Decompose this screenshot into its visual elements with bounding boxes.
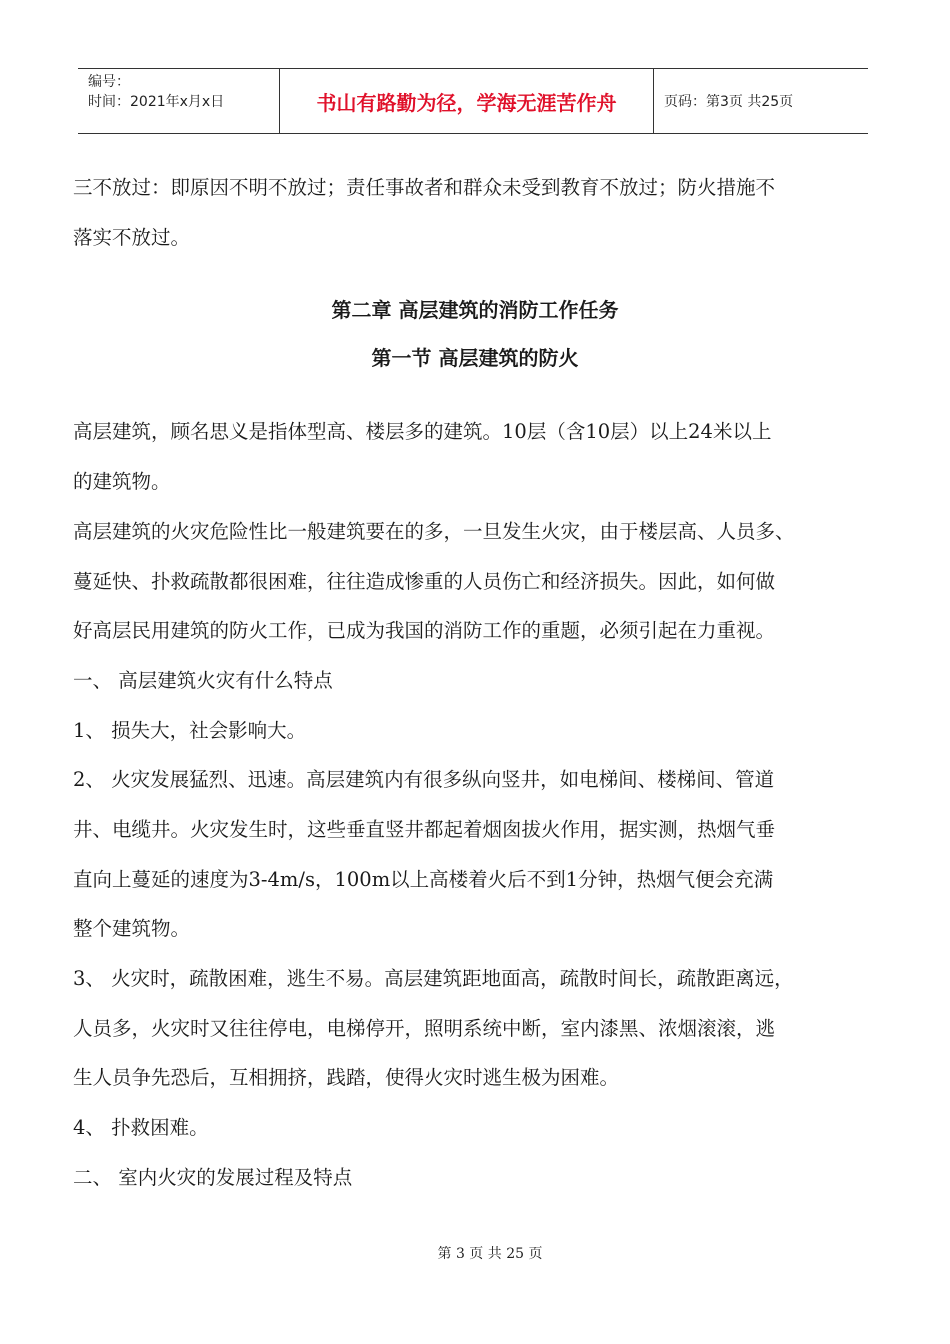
text-line: 生人员争先恐后，互相拥挤，践踏，使得火灾时逃生极为困难。	[73, 1066, 620, 1089]
list-item: 4、 扑救困难。	[73, 1116, 209, 1139]
header-meta	[78, 69, 280, 133]
chapter-title: 第二章 高层建筑的消防工作任务	[331, 298, 619, 322]
text-line: 好高层民用建筑的防火工作，已成为我国的消防工作的重题，必须引起在力重视。	[73, 619, 776, 642]
header-motto: 书山有路勤为径，学海无涯苦作舟	[280, 69, 654, 133]
text-line: 蔓延快、扑救疏散都很困难，往往造成惨重的人员伤亡和经济损失。因此，如何做	[73, 570, 776, 593]
text-line: 高层建筑，顾名思义是指体型高、楼层多的建筑。10层（含10层）以上24米以上	[73, 420, 772, 443]
text-line: 高层建筑的火灾危险性比一般建筑要在的多，一旦发生火灾，由于楼层高、人员多、	[73, 520, 795, 543]
text-line: 三不放过：即原因不明不放过；责任事故者和群众未受到教育不放过；防火措施不	[73, 176, 776, 199]
text-line: 落实不放过。	[73, 226, 191, 249]
page-header	[78, 68, 868, 134]
list-heading: 一、 高层建筑火灾有什么特点	[73, 669, 333, 692]
section-title: 第一节 高层建筑的防火	[371, 346, 579, 370]
list-heading: 二、 室内火灾的发展过程及特点	[73, 1166, 353, 1189]
list-item: 1、 损失大，社会影响大。	[73, 719, 307, 742]
page-footer: 第 3 页 共 25 页	[437, 1246, 543, 1262]
text-line: 直向上蔓延的速度为3-4m/s，100m以上高楼着火后不到1分钟，热烟气便会充满	[73, 868, 774, 891]
text-line: 人员多，火灾时又往往停电，电梯停开，照明系统中断，室内漆黑、浓烟滚滚，逃	[73, 1017, 776, 1040]
text-line: 整个建筑物。	[73, 917, 191, 940]
header-page-info: 页码：第3页 共25页	[664, 94, 794, 110]
list-item: 2、 火灾发展猛烈、迅速。高层建筑内有很多纵向竖井，如电梯间、楼梯间、管道	[73, 768, 775, 791]
list-item: 3、 火灾时，疏散困难，逃生不易。高层建筑距地面高，疏散时间长，疏散距离远，	[73, 967, 794, 990]
number-label: 编号：	[88, 74, 130, 90]
text-line: 井、电缆井。火灾发生时，这些垂直竖井都起着烟囱拔火作用，据实测，热烟气垂	[73, 818, 776, 841]
text-line: 的建筑物。	[73, 470, 171, 493]
time-label: 时间：2021年x月x日	[88, 94, 225, 110]
